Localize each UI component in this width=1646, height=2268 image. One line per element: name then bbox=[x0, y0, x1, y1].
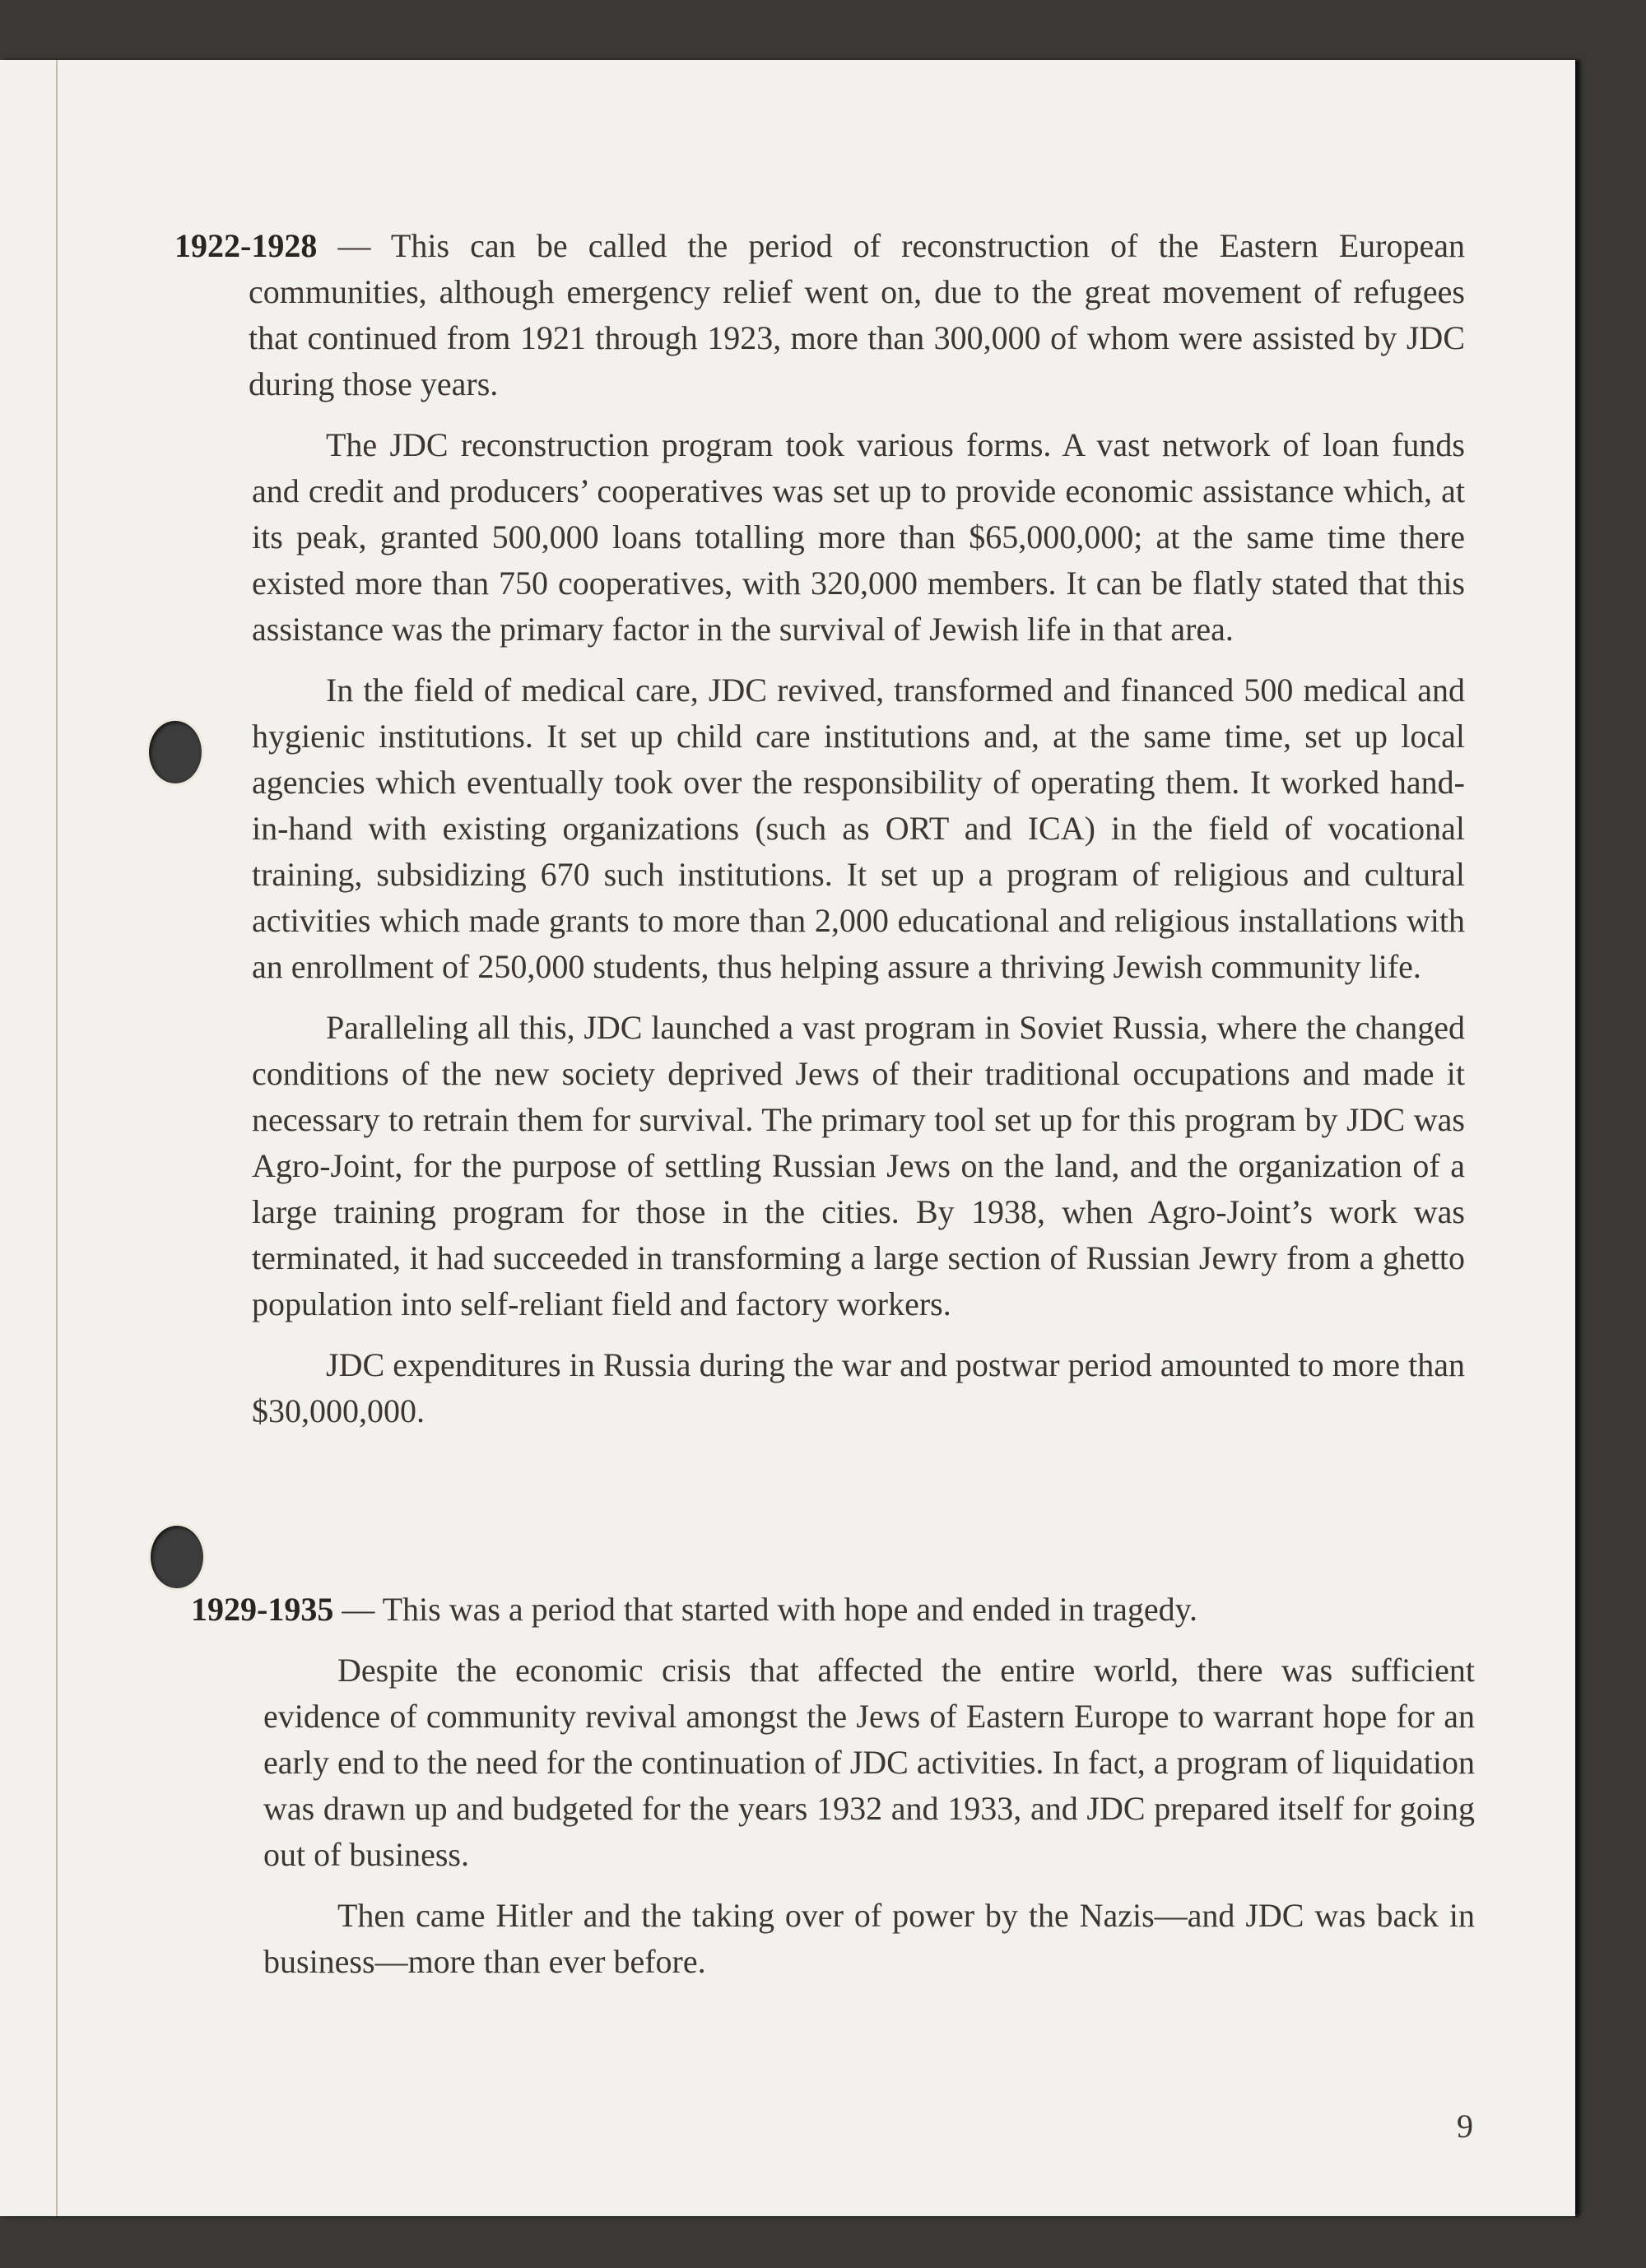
punch-hole-icon bbox=[148, 1523, 206, 1591]
paragraph: Then came Hitler and the taking over of power by the Nazis—and JDC was back in business—more than ever before. bbox=[263, 1897, 1475, 1980]
paragraph: Despite the economic crisis that affected the entire world, there was sufficient evidence of community revival amongst the Jews of Eastern Europe to warrant hope for an early end to the need for the continuation of JDC activities. In fact, a program of liquidation was drawn up and budgeted for the years 1932 and 1933, and JDC prepared itself for going out of business. bbox=[263, 1652, 1475, 1873]
intro-text: This can be called the period of reconstruction of the Eastern European communities, although emergency relief went on, due to the great movement of refugees that continued from 1921 through 1923, more than 300,000 of whom were assisted by JDC during those years. bbox=[249, 227, 1465, 402]
section-intro: 1922-1928 — This can be called the period of reconstruction of the Eastern European communities, although emergency relief went on, due to the great movement of refugees that continued from 1921 through 1923, more than 300,000 of whom were assisted by JDC during those years. bbox=[174, 227, 1465, 402]
section-years: 1929-1935 bbox=[191, 1591, 334, 1628]
paragraph: The JDC reconstruction program took various forms. A vast network of loan funds and credit and producers’ cooperatives was set up to provide economic assistance which, at its peak, granted 500,000 loans totalling more than $65,000,000; at the same time there existed more than 750 cooperatives, with 320,000 members. It can be flatly stated that this assistance was the primary factor in the survival of Jewish life in that area. bbox=[252, 426, 1465, 648]
section-years: 1922-1928 bbox=[174, 227, 318, 264]
section-1922-1928 bbox=[174, 223, 1465, 1449]
paragraph: In the field of medical care, JDC revived, transformed and financed 500 medical and hygienic institutions. It set up child care institutions and, at the same time, set up local agencies which eventually took over the responsibility of operating them. It worked hand-in-hand with existing organizations (such as ORT and ICA) in the field of vocational training, subsidizing 670 such institutions. It set up a program of religious and cultural activities which made grants to more than 2,000 educational and religious installations with an enrollment of 250,000 students, thus helping assure a thriving Jewish community life. bbox=[252, 672, 1465, 985]
paragraph: Paralleling all this, JDC launched a vast program in Soviet Russia, where the changed conditions of the new society deprived Jews of their traditional occupations and made it necessary to retrain them for survival. The primary tool set up for this program by JDC was Agro-Joint, for the purpose of settling Russian Jews on the land, and the organization of a large training program for those in the cities. By 1938, when Agro-Joint’s work was terminated, it had succeeded in transforming a large section of Russian Jewry from a ghetto population into self-reliant field and factory workers. bbox=[252, 1009, 1465, 1322]
section-intro: 1929-1935 — This was a period that started with hope and ended in tragedy. bbox=[191, 1591, 1198, 1628]
document-page bbox=[0, 60, 1575, 2216]
intro-text: This was a period that started with hope and ended in tragedy. bbox=[382, 1591, 1198, 1628]
section-1929-1935 bbox=[191, 1587, 1475, 2000]
paragraph: JDC expenditures in Russia during the war and postwar period amounted to more than $30,000,000. bbox=[252, 1346, 1465, 1429]
binding-fold bbox=[56, 60, 58, 2216]
page-number: 9 bbox=[1457, 2108, 1473, 2145]
